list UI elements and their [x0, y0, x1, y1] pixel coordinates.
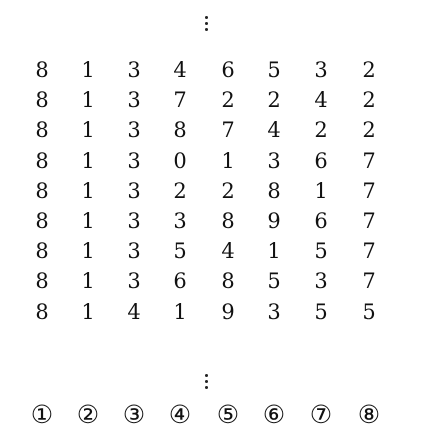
digit-cell: 1: [221, 148, 235, 173]
table-row: [0, 236, 448, 266]
table-row: [0, 297, 448, 327]
digit-cell: 1: [81, 299, 95, 324]
continuation-dots-top: [201, 16, 211, 34]
table-row: [0, 266, 448, 296]
digit-cell: 6: [314, 209, 328, 233]
digit-cell: 7: [362, 269, 376, 294]
digit-cell: 6: [314, 148, 328, 173]
digit-cell: 5: [314, 239, 328, 264]
digit-cell: 1: [81, 239, 95, 264]
digit-cell: 5: [362, 299, 376, 324]
digit-cell: 7: [173, 88, 187, 113]
digit-cell: 4: [221, 239, 235, 264]
digit-cell: 8: [35, 299, 49, 324]
column-label: ④: [168, 400, 192, 429]
digit-cell: 8: [267, 178, 281, 203]
digit-cell: 4: [127, 299, 141, 324]
digit-cell: 5: [267, 58, 281, 82]
digit-cell: 8: [35, 148, 49, 173]
digit-cell: 1: [81, 118, 95, 143]
digit-cell: 3: [173, 209, 187, 233]
digit-cell: 0: [173, 148, 187, 173]
digit-cell: 4: [267, 118, 281, 143]
column-label: ③: [122, 400, 146, 429]
digit-cell: 3: [127, 209, 141, 233]
digit-cell: 5: [314, 299, 328, 324]
digit-cell: 5: [267, 269, 281, 294]
table-row: [0, 55, 448, 85]
digit-cell: 8: [35, 58, 49, 82]
digit-cell: 7: [362, 239, 376, 264]
column-label: ⑧: [357, 400, 381, 429]
digit-cell: 2: [221, 178, 235, 203]
digit-cell: 1: [314, 178, 328, 203]
digit-cell: 8: [35, 178, 49, 203]
table-row: [0, 176, 448, 206]
column-label: ⑤: [216, 400, 240, 429]
digit-cell: 5: [173, 239, 187, 264]
digit-cell: 7: [362, 148, 376, 173]
digit-cell: 6: [221, 58, 235, 82]
digit-cell: 3: [127, 148, 141, 173]
digit-cell: 3: [127, 58, 141, 82]
digit-cell: 8: [35, 269, 49, 294]
digit-cell: 9: [221, 299, 235, 324]
digit-cell: 1: [81, 269, 95, 294]
digit-cell: 1: [81, 58, 95, 82]
digit-cell: 8: [173, 118, 187, 143]
digit-cell: 3: [314, 269, 328, 294]
digit-cell: 7: [362, 209, 376, 233]
digit-cell: 2: [362, 118, 376, 143]
digit-cell: 8: [221, 269, 235, 294]
digit-cell: 8: [35, 239, 49, 264]
digit-cell: 6: [173, 269, 187, 294]
table-row: [0, 115, 448, 145]
digit-cell: 1: [81, 88, 95, 113]
digit-cell: 2: [267, 88, 281, 113]
digit-cell: 8: [221, 209, 235, 233]
column-label: ②: [76, 400, 100, 429]
column-label: ⑥: [262, 400, 286, 429]
table-row: [0, 146, 448, 176]
column-label: ①: [30, 400, 54, 429]
digit-cell: 3: [267, 299, 281, 324]
digit-cell: 7: [221, 118, 235, 143]
continuation-dots-bottom: [201, 374, 211, 392]
digit-cell: 4: [173, 58, 187, 82]
digit-cell: 2: [362, 88, 376, 113]
digit-cell: 3: [267, 148, 281, 173]
digit-cell: 3: [127, 88, 141, 113]
digit-cell: 3: [127, 239, 141, 264]
digit-cell: 1: [81, 178, 95, 203]
digit-cell: 3: [127, 269, 141, 294]
digit-cell: 3: [314, 58, 328, 82]
digit-cell: 8: [35, 118, 49, 143]
digit-cell: 3: [127, 118, 141, 143]
digit-cell: 2: [314, 118, 328, 143]
digit-cell: 8: [35, 88, 49, 113]
digit-cell: 1: [173, 299, 187, 324]
column-labels: [0, 399, 448, 431]
digit-cell: 1: [81, 209, 95, 233]
digit-cell: 7: [362, 178, 376, 203]
digit-cell: 2: [221, 88, 235, 113]
digit-cell: 1: [267, 239, 281, 264]
digit-cell: 1: [81, 148, 95, 173]
digit-cell: 2: [362, 58, 376, 82]
table-row: [0, 206, 448, 236]
digit-cell: 4: [314, 88, 328, 113]
digit-cell: 9: [267, 209, 281, 233]
digit-cell: 8: [35, 209, 49, 233]
digit-cell: 3: [127, 178, 141, 203]
column-label: ⑦: [309, 400, 333, 429]
table-row: [0, 85, 448, 115]
digit-cell: 2: [173, 178, 187, 203]
